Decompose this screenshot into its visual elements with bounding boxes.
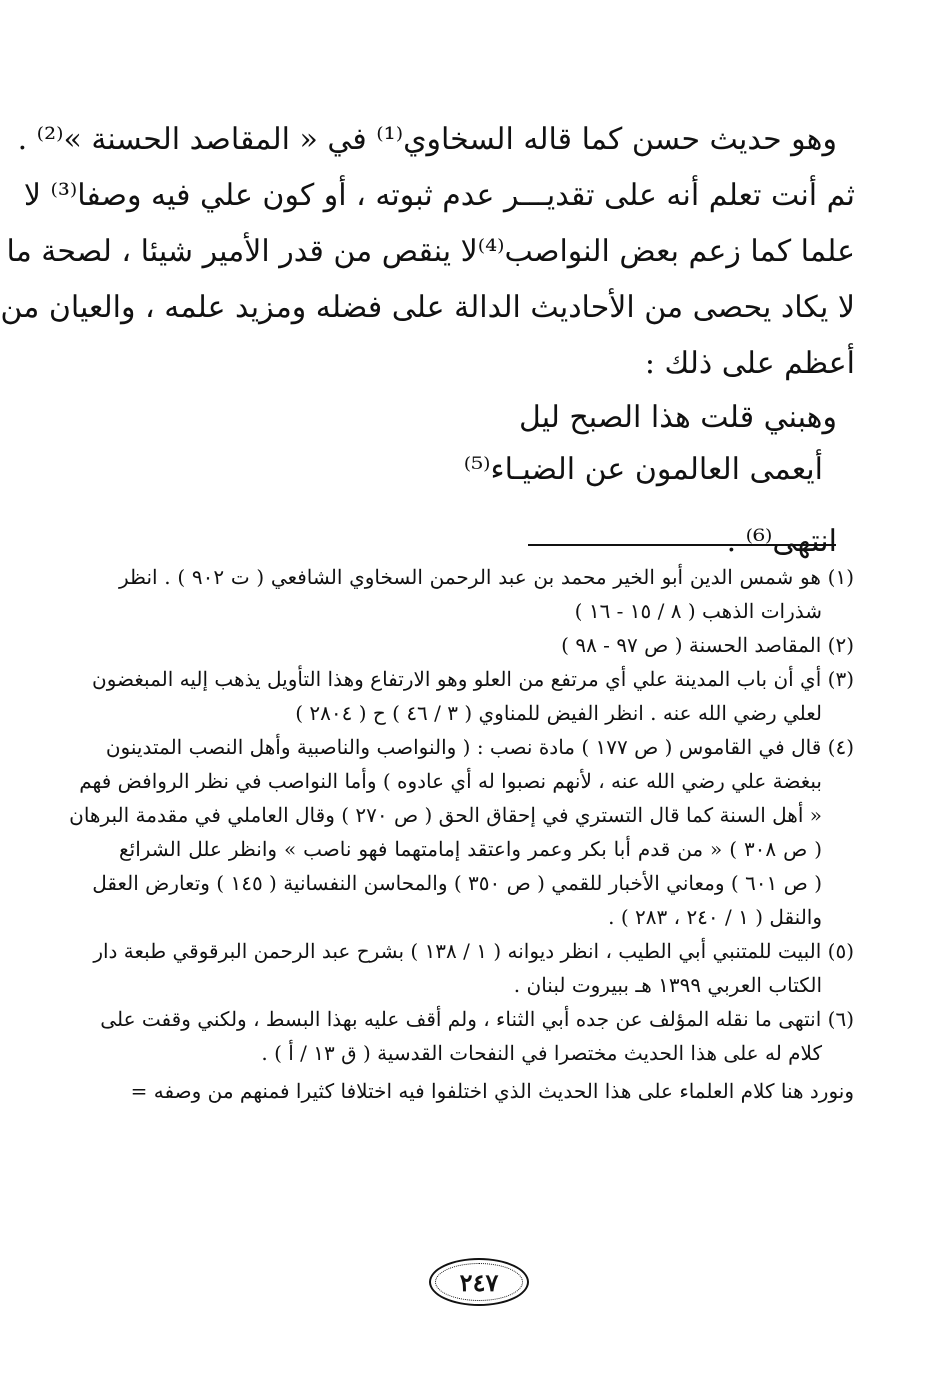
footnote-line: (٦) انتهى ما نقله المؤلف عن جده أبي الثناء ، ولم أقف عليه بهذا البسط ، ولكني وقفت على bbox=[100, 1007, 854, 1031]
footnote-line: والنقل ( ١ / ٢٤٠ ، ٢٨٣ ) . bbox=[608, 905, 822, 929]
main-text-line: علما كما زعم بعض النواصب⁽⁴⁾لا ينقص من قدر الأمير شيئا ، لصحة ما bbox=[6, 234, 855, 269]
after-verse-text: انتهى⁽⁶⁾ . bbox=[726, 524, 837, 559]
footnote-line: (١) هو شمس الدين أبو الخير محمد بن عبد الرحمن السخاوي الشافعي ( ت ٩٠٢ ) . انظر bbox=[119, 565, 854, 589]
footnotes bbox=[69, 560, 854, 1108]
footnote-line: ( ص ٦٠١ ) ومعاني الأخبار للقمي ( ص ٣٥٠ ) والمحاسن النفسانية ( ١٤٥ ) وتعارض العقل bbox=[92, 871, 822, 895]
footnote-line: لعلي رضي الله عنه . انظر الفيض للمناوي ( ٣ / ٤٦ ) ح ( ٢٨٠٤ ) bbox=[295, 701, 822, 725]
main-text-line: لا يكاد يحصى من الأحاديث الدالة على فضله ومزيد علمه ، والعيان من bbox=[0, 290, 855, 325]
footnote-line: (٣) أي أن باب المدينة علي أي مرتفع من العلو وهو الارتفاع وهذا التأويل يذهب إليه المبغضون bbox=[92, 667, 854, 691]
footnote-3 bbox=[92, 662, 854, 730]
page-number bbox=[429, 1258, 529, 1306]
footnote-5 bbox=[93, 934, 854, 1002]
footnote-line: ببغضة علي رضي الله عنه ، لأنهم نصبوا له أي عادوه ) وأما النواصب في نظر الروافض فهم bbox=[79, 769, 822, 793]
main-text-line: أعظم على ذلك : bbox=[644, 346, 855, 381]
footnote-line: شذرات الذهب ( ٨ / ١٥ - ١٦ ) bbox=[574, 599, 822, 623]
page-number-text: ٢٤٧ bbox=[459, 1267, 499, 1297]
footnote-line: (٤) قال في القاموس ( ص ١٧٧ ) مادة نصب : ( والنواصب والناصبية وأهل النصب المتدينون bbox=[105, 735, 854, 759]
footnote-line: الكتاب العربي ١٣٩٩ هـ ببيروت لبنان . bbox=[513, 973, 822, 997]
footnote-2 bbox=[119, 628, 854, 662]
footnote-separator bbox=[528, 544, 836, 546]
footnote-line: (٢) المقاصد الحسنة ( ص ٩٧ - ٩٨ ) bbox=[561, 633, 854, 657]
main-text bbox=[0, 112, 855, 570]
footnote-line: (٥) البيت للمتنبي أبي الطيب ، انظر ديوانه ( ١ / ١٣٨ ) بشرح عبد الرحمن البرقوقي طبعة دار bbox=[93, 939, 854, 963]
verse-line-1: وهبني قلت هذا الصبح ليل bbox=[518, 400, 837, 435]
footnote-4 bbox=[69, 730, 854, 934]
main-text-line: ثم أنت تعلم أنه على تقديـــر عدم ثبوته ، أو كون علي فيه وصفا⁽³⁾ لا bbox=[23, 178, 855, 213]
footnote-line: « أهل السنة كما قال التستري في إحقاق الحق ( ص ٢٧٠ ) وقال العاملي في مقدمة البرهان bbox=[69, 803, 822, 827]
footnote-1 bbox=[119, 560, 854, 628]
main-text-line: وهو حديث حسن كما قاله السخاوي⁽¹⁾ في « المقاصد الحسنة »⁽²⁾ . bbox=[17, 122, 837, 157]
verse-line-2: أيعمى العالمون عن الضيـاء⁽⁵⁾ bbox=[463, 452, 823, 487]
continuation-text: ونورد هنا كلام العلماء على هذا الحديث الذي اختلفوا فيه اختلافا كثيرا فمنهم من وصفه = bbox=[130, 1079, 854, 1103]
footnote-line: كلام له على هذا الحديث مختصرا في النفحات القدسية ( ق ١٣ / أ ) . bbox=[261, 1041, 822, 1065]
footnote-6 bbox=[100, 1002, 854, 1070]
footnote-line: ( ص ٣٠٨ ) « من قدم أبا بكر وعمر واعتقد إمامتهما فهو ناصب » وانظر علل الشرائع bbox=[119, 837, 822, 861]
